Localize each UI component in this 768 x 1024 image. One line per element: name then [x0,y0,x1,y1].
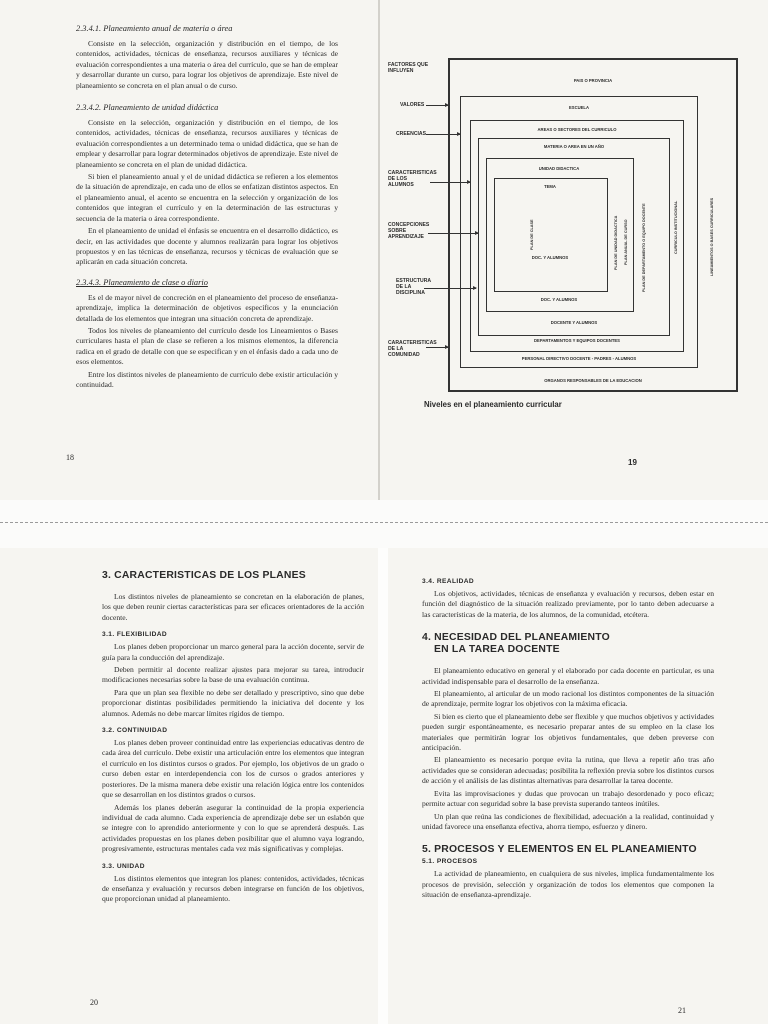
heading-3: 3. CARACTERISTICAS DE LOS PLANES [102,570,306,581]
box-tema-label: TEMA [544,184,556,189]
book-spine-bottom [378,548,388,1024]
page-number: 19 [628,458,637,467]
paragraph: Los distintos niveles de planeamiento se concretan en la elaboración de planes, los que deben reunir ciertas características para ser eficaces orientadores de la acción docente. [102,592,364,622]
vlabel-curriculo-institucional: CURRICULO INSTITUCIONAL [674,200,678,254]
label-concepciones: CONCEPCIONES SOBRE APRENDIZAJE [388,222,430,240]
vlabel-plan-unidad: PLAN DE UNIDAD DIDACTICA [614,215,618,270]
figure-caption: Niveles en el planeamiento curricular [424,400,562,409]
box-escuela-label: ESCUELA [568,105,589,110]
box-areas-label: AREAS O SECTORES DEL CURRICULO [537,127,617,132]
scan-edge-line [0,522,768,523]
paragraph: El planeamiento es necesario porque evita la rutina, que lleva a repetir año tras año actividades que se consideran adecuadas; posibilita la reflexión previa sobre los distintos cursos de acción y el análisis de las distintas alternativas para desarrollar la tarea docente. [422,755,714,786]
paragraph: Todos los niveles de planeamiento del currículo desde los Lineamientos o Bases curriculares hasta el plan de clase se refieren a los mismos elementos, la diferencia radica en el grado de detalle con que se especifican y en el énfasis dado a cada uno de esos elementos. [76,325,338,367]
heading-3-2: 3.2. CONTINUIDAD [102,727,168,735]
paragraph: Evita las improvisaciones y dudas que provocan un trabajo desordenado y poco eficaz; permite actuar con seguridad sobre la base prevista superando tanteos inútiles. [422,788,714,809]
paragraph: Deben permitir al docente realizar ajustes para mejorar su tarea, introducir modificaciones necesarias sobre la base de una evaluación continua. [102,665,364,685]
box-docente-alumnos-label: DOCENTE Y ALUMNOS [550,320,598,325]
heading-3-4: 3.4. REALIDAD [422,578,475,585]
paragraph: Consiste en la selección, organización y distribución en el tiempo, de los contenidos, actividades, técnicas de enseñanza, recursos auxiliares y técnicas de evaluación correspondientes a un determinado tema o unidad didáctica, que se han de emplear y desarrollar para lograr determinados objetivos de aprendizaje. Este nivel de planeamiento se concreta en el plan de unidad didáctica. [76,118,338,169]
heading-2-3-4-3: 2.3.4.3. Planeamiento de clase o diario [76,277,208,287]
label-estructura: ESTRUCTURA DE LA DISCIPLINA [396,278,431,296]
arrow-right-icon [426,347,448,348]
label-caracteristicas-alumnos: CARACTERISTICAS DE LOS ALUMNOS [388,170,437,188]
box-materia-label: MATERIA O AREA EN UN AÑO [543,144,605,149]
paragraph: Si bien el planeamiento anual y el de unidad didáctica se refieren a los elementos de la situación de aprendizaje, en cada uno de ellos se enfatizan distintos aspectos. En el planeamiento anual, el acento se encuentra en la selección y organización de los contenidos que integran el currículo y en la determinación de las estructuras y secuencia de la materia o área correspondiente. [76,172,338,223]
box-organos-label: ORGANOS RESPONSABLES DE LA EDUCACION [544,378,642,383]
heading-3-1: 3.1. FLEXIBILIDAD [102,631,168,639]
box-pais-label: PAIS O PROVINCIA [573,78,613,83]
paragraph: Entre los distintos niveles de planeamiento de currículo debe existir articulación y continuidad. [76,369,338,389]
paragraph: El planeamiento, al articular de un modo racional los distintos componentes de la situación de aprendizaje, permite lograr los objetivos con la máxima eficacia. [422,689,714,709]
page-20 [0,548,378,1024]
heading-3-3: 3.3. UNIDAD [102,862,145,870]
paragraph: Los distintos elementos que integran los planes: contenidos, actividades, técnicas de enseñanza y evaluación y recursos deben integrarse en función de los objetivos, que proporcionan unidad al planeamiento. [102,873,364,904]
paragraph: Si bien es cierto que el planeamiento debe ser flexible y que muchos objetivos y actividades pueden surgir espontáneamente, es necesario preparar antes de su empleo en la clase los materiales que permitirán lograr los objetivos fundamentales, que deben preverse con anticipación. [422,711,714,753]
paragraph: En el planeamiento de unidad el énfasis se encuentra en el desarrollo didáctico, es decir, en las actividades que docente y alumnos realizarán para lograr los objetivos propuestos y en las técnicas de enseñanza, recursos y técnicas de evaluación que se aplicarán en cada situación concreta. [76,226,338,267]
heading-2-3-4-1: 2.3.4.1. Planeamiento anual de materia o área [76,24,233,33]
page-number: 18 [66,453,74,462]
vlabel-plan-clase: PLAN DE CLASE [530,219,534,250]
page-18 [0,0,378,500]
page-20-column [102,570,364,905]
page-19 [380,0,768,500]
vlabel-plan-departamento: PLAN DE DEPARTAMENTO O EQUIPO DOCENTE [642,203,646,292]
scan-gap [0,500,768,548]
paragraph: Además los planes deberán asegurar la continuidad de la propia experiencia individual de cada alumno. Cada experiencia de aprendizaje debe ser un eslabón que se integre con lo aprendido anteriormente y con lo que se aprenderá después. Las actividades propuestas en los planes deben posibilitar que el alumno vaya logrando, progresivamente, estructuras mentales cada vez más significativas y complejas. [102,802,364,854]
arrow-right-icon [426,105,448,106]
paragraph: Un plan que reúna las condiciones de flexibilidad, adecuación a la realidad, continuidad y unidad favorece una enseñanza efectiva, ahorra tiempo, esfuerzo y dinero. [422,811,714,831]
page-number: 20 [90,998,98,1007]
heading-4: 4. NECESIDAD DEL PLANEAMIENTO [422,632,610,644]
heading-4-cont: EN LA TAREA DOCENTE [434,644,560,656]
label-creencias: CREENCIAS [396,131,427,137]
heading-2-3-4-2: 2.3.4.2. Planeamiento de unidad didáctica [76,103,219,113]
box-departamentos-label: DEPARTAMENTOS Y EQUIPOS DOCENTES [534,338,620,343]
page-21-column [422,578,714,901]
box-personal-label: PERSONAL DIRECTIVO DOCENTE - PADRES - ALUMNOS [521,356,637,361]
page-18-column [76,24,338,390]
box-doc-label: DOC. Y ALUMNOS [531,255,569,260]
heading-5: 5. PROCESOS Y ELEMENTOS EN EL PLANEAMIENTO [422,844,697,856]
paragraph: La actividad de planeamiento, en cualquiera de sus niveles, implica fundamentalmente los procesos de previsión, selección y organización de todos los elementos que componen la situación de enseñanza-aprendizaje. [422,869,714,900]
label-caracteristicas-comunidad: CARACTERISTICAS DE LA COMUNIDAD [388,340,437,358]
paragraph: El planeamiento educativo en general y el elaborado por cada docente en particular, es una actividad indispensable para el desarrollo de la enseñanza. [422,666,714,686]
vlabel-lineamientos: LINEAMIENTOS O BASES CURRICULARES [710,197,714,276]
paragraph: Los planes deben proveer continuidad entre las experiencias educativas dentro de cada área del currículo. Debe existir una articulación entre los elementos que integran el currículo en los distintos cursos o grados. Por ejemplo, los objetivos de un grado o curso deben estar en interdependencia con los de cursos o grados anteriores y posteriores. De la misma manera debe existir una relación lógica entre los contenidos que se desarrollan en los distintos grados o cursos. [102,738,364,800]
vlabel-plan-anual: PLAN ANUAL DE CURSO [624,219,628,265]
label-valores: VALORES [400,102,425,108]
box-doc-mid-label: DOC. Y ALUMNOS [540,297,578,302]
paragraph: Es el de mayor nivel de concreción en el planeamiento del proceso de enseñanza-aprendizaje, implica la determinación de objetivos específicos y la enunciación detallada de los elementos que integran una situación concreta de aprendizaje. [76,292,338,323]
label-factores: FACTORES QUE INFLUYEN [388,62,429,74]
box-unidad-label: UNIDAD DIDACTICA [538,166,580,171]
paragraph: Para que un plan sea flexible no debe ser detallado y prescriptivo, sino que debe proporcionar distintas posibilidades permitiendo la iniciativa del docente y los alumnos. Además no debe marcar límites rígidos de tiempo. [102,687,364,718]
heading-5-1: 5.1. PROCESOS [422,858,478,866]
page-21 [388,548,768,1024]
paragraph: Los objetivos, actividades, técnicas de enseñanza y evaluación y recursos, deben estar en función del diagnóstico de la situación realizado previamente, por lo tanto deben adecuarse a las características de la materia, de los alumnos, de la comunidad, etcétera. [422,589,714,619]
page-number: 21 [678,1006,686,1015]
paragraph: Consiste en la selección, organización y distribución en el tiempo, de los contenidos, actividades, técnicas de enseñanza, recursos auxiliares y técnicas de evaluación correspondientes a una materia o área del currículo, que se han de emplear y desarrollar durante un curso, para lograr los objetivos de aprendizaje. Este nivel de planeamiento se concreta en el plan anual o de curso. [76,39,338,90]
paragraph: Los planes deben proporcionar un marco general para la acción docente, servir de guía para la conducción del aprendizaje. [102,642,364,662]
box-tema [494,178,608,292]
